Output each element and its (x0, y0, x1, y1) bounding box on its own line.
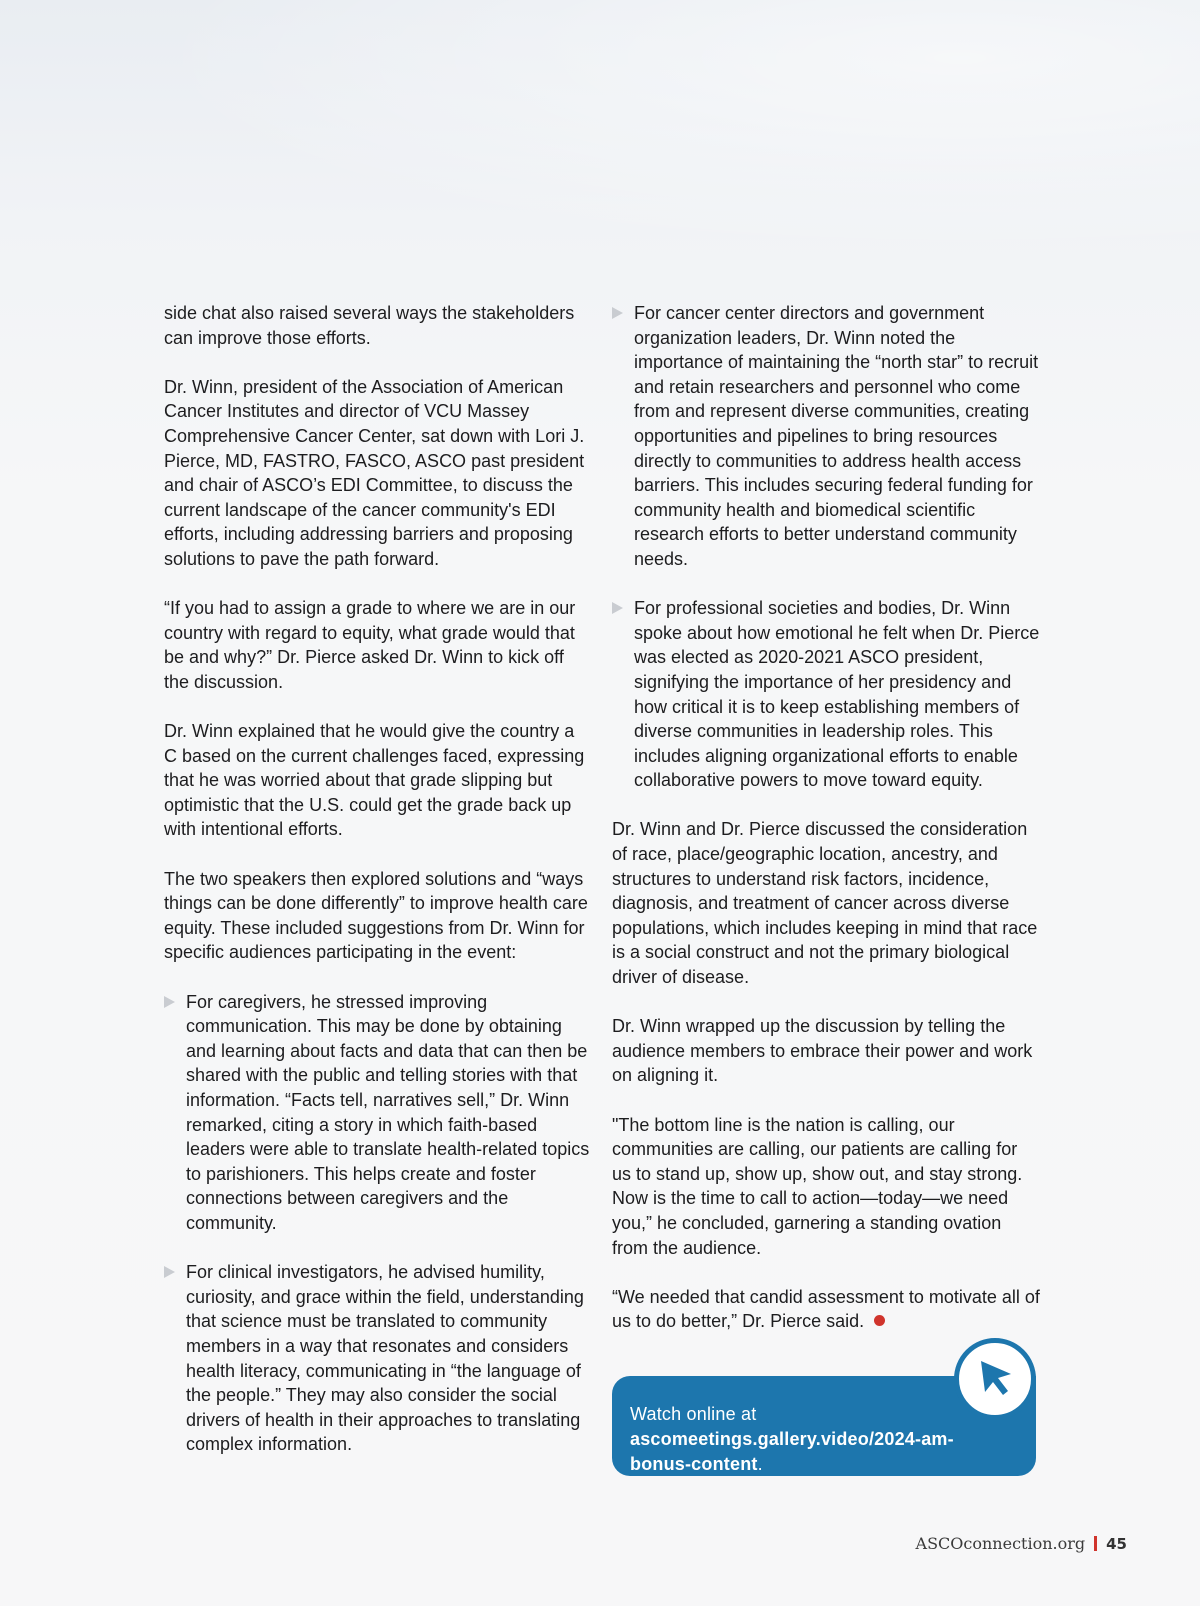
end-mark-icon (874, 1315, 885, 1326)
triangle-bullet-icon (612, 602, 623, 614)
bullet-item (164, 990, 592, 1236)
callout-prefix: Watch online at (630, 1404, 757, 1424)
paragraph: "The bottom line is the nation is calling, our communities are calling, our patients are calling for us to stand up, show up, show out, and stay strong. Now is the time to call to action—today—we need you,” he concluded, garnering a standing ovation from the audience. (612, 1114, 1023, 1258)
callout-suffix: . (757, 1454, 763, 1474)
page-header-band (0, 0, 1200, 290)
paragraph: Dr. Winn, president of the Association of American Cancer Institutes and director of VCU Massey Comprehensive Cancer Center, sat down with Lori J. Pierce, MD, FASTRO, FASCO, ASCO past president and chair of ASCO’s EDI Committee, to discuss the current landscape of the cancer community's EDI efforts, including addressing barriers and proposing solutions to pave the path forward. (164, 376, 585, 569)
cursor-arrow-svg (975, 1357, 1017, 1401)
bullet-text: For clinical investigators, he advised humility, curiosity, and grace within the field, understanding that science must be translated to community members in a way that resonates and considers health literacy, communicating in “the language of the people.” They may also consider the social drivers of health in their approaches to translating complex information. (186, 1262, 584, 1455)
paragraph: “If you had to assign a grade to where we are in our country with regard to equity, what grade would that be and why?” Dr. Pierce asked Dr. Winn to kick off the discussion. (164, 598, 576, 692)
paragraph: The two speakers then explored solutions and “ways things can be done differently” to improve health care equity. These included suggestions from Dr. Winn for specific audiences participating in the event: (164, 868, 588, 963)
bullet-text: For cancer center directors and government organization leaders, Dr. Winn noted the importance of maintaining the “north star” to recruit and retain researchers and personnel who come from and represent diverse communities, creating opportunities and pipelines to bring resources directly to communities to address health access barriers. This includes securing federal funding for community health and biomedical scientific research efforts to better understand community needs. (634, 303, 1039, 569)
paragraph: Dr. Winn explained that he would give the country a C based on the current challenges faced, expressing that he was worried about that grade slipping but optimistic that the U.S. could get the grade back up with intentional efforts. (164, 721, 585, 840)
right-column (612, 301, 1040, 1359)
footer-divider (1094, 1536, 1097, 1551)
bullet-item (164, 1260, 592, 1457)
callout-link[interactable]: ascomeetings.gallery.video/2024-am-bonus-content (630, 1429, 954, 1474)
paragraph: Dr. Winn and Dr. Pierce discussed the consideration of race, place/geographic location, ancestry, and structures to understand risk factors, incidence, diagnosis, and treatment of cancer across diverse populations, which includes keeping in mind that race is a social construct and not the primary biological driver of disease. (612, 819, 1038, 988)
bullet-text: For caregivers, he stressed improving communication. This may be done by obtaining and learning about facts and data that can then be shared with the public and telling stories with that information. “Facts tell, narratives sell,” Dr. Winn remarked, citing a story in which faith-based leaders were able to translate health-related topics to parishioners. This helps create and foster connections between caregivers and the community. (186, 991, 590, 1233)
footer-site: ASCOconnection.org (915, 1534, 1086, 1553)
bullet-text: For professional societies and bodies, Dr. Winn spoke about how emotional he felt when Dr. Pierce was elected as 2020-2021 ASCO president, signifying the importance of her presidency and how critical it is to keep establishing members of diverse communities in leadership roles. This includes aligning organizational efforts to enable collaborative powers to move toward equity. (634, 598, 1040, 791)
triangle-bullet-icon (164, 1266, 175, 1278)
bullet-item (612, 301, 1040, 572)
triangle-bullet-icon (164, 996, 175, 1008)
callout-text (630, 1402, 1010, 1477)
cursor-arrow-icon (954, 1338, 1036, 1420)
page-footer (916, 1534, 1127, 1554)
page-number: 45 (1106, 1535, 1127, 1553)
paragraph: Dr. Winn wrapped up the discussion by telling the audience members to embrace their power and work on aligning it. (612, 1016, 1033, 1086)
bullet-item (612, 596, 1040, 793)
closing-text: “We needed that candid assessment to motivate all of us to do better,” Dr. Pierce said. (612, 1286, 1040, 1332)
paragraph: side chat also raised several ways the stakeholders can improve those efforts. (164, 303, 575, 348)
triangle-bullet-icon (612, 307, 623, 319)
left-column (164, 301, 592, 1482)
closing-paragraph (612, 1285, 1040, 1334)
